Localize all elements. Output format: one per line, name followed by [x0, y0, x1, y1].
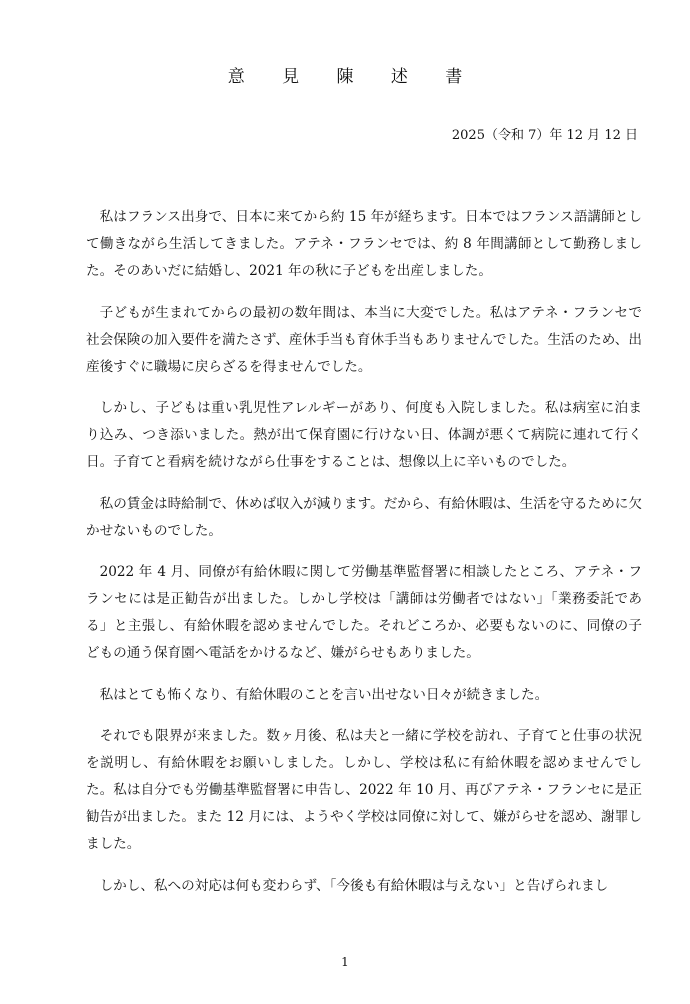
- paragraph: しかし、私への対応は何も変わらず、「今後も有給休暇は与えない」と告げられまし: [99, 877, 609, 894]
- paragraph: 2022 年 4 月、同僚が有給休暇に関して労働基準監督署に相談したところ、アテネ・フランセには是正勧告が出ました。しかし学校は「講師は労働者ではない」「業務委託である」と主張し、有給休暇を認めませんでした。それどころか、必要もないのに、同僚の子どもの通う保育園へ電話をかけるなど、嫌がらせもありました。: [86, 564, 642, 661]
- document-body: [86, 204, 642, 914]
- paragraph: 私はとても怖くなり、有給休暇のことを言い出せない日々が続きました。: [99, 686, 549, 703]
- paragraph: 子どもが生まれてからの最初の数年間は、本当に大変でした。私はアテネ・フランセで社会保険の加入要件を満たさず、産休手当も育休手当もありませんでした。生活のため、出産後すぐに職場に戻らざるを得ませんでした。: [86, 304, 642, 375]
- paragraph: それでも限界が来ました。数ヶ月後、私は夫と一緒に学校を訪れ、子育てと仕事の状況を説明し、有給休暇をお願いしました。しかし、学校は私に有給休暇を認めませんでした。私は自分でも労働基準監督署に申告し、2022 年 10 月、再びアテネ・フランセに是正勧告が出ました。また 12 月には、ようやく学校は同僚に対して、嫌がらせを認め、謝罪しました。: [86, 728, 642, 852]
- page-number: 1: [341, 955, 349, 969]
- document-date: 2025（令和 7）年 12 月 12 日: [451, 128, 638, 143]
- document-title: 意 見 陳 述 書: [227, 67, 479, 87]
- paragraph: しかし、子どもは重い乳児性アレルギーがあり、何度も入院しました。私は病室に泊まり込み、つき添いました。熱が出て保育園に行けない日、体調が悪くて病院に連れて行く日。子育てと看病を続けながら仕事をすることは、想像以上に辛いものでした。: [86, 400, 642, 470]
- paragraph: 私はフランス出身で、日本に来てから約 15 年が経ちます。日本ではフランス語講師として働きながら生活してきました。アテネ・フランセでは、約 8 年間講師として勤務しました。そのあいだに結婚し、2021 年の秋に子どもを出産しました。: [86, 209, 642, 279]
- paragraph: 私の賃金は時給制で、休めば収入が減ります。だから、有給休暇は、生活を守るために欠かせないものでした。: [86, 495, 642, 539]
